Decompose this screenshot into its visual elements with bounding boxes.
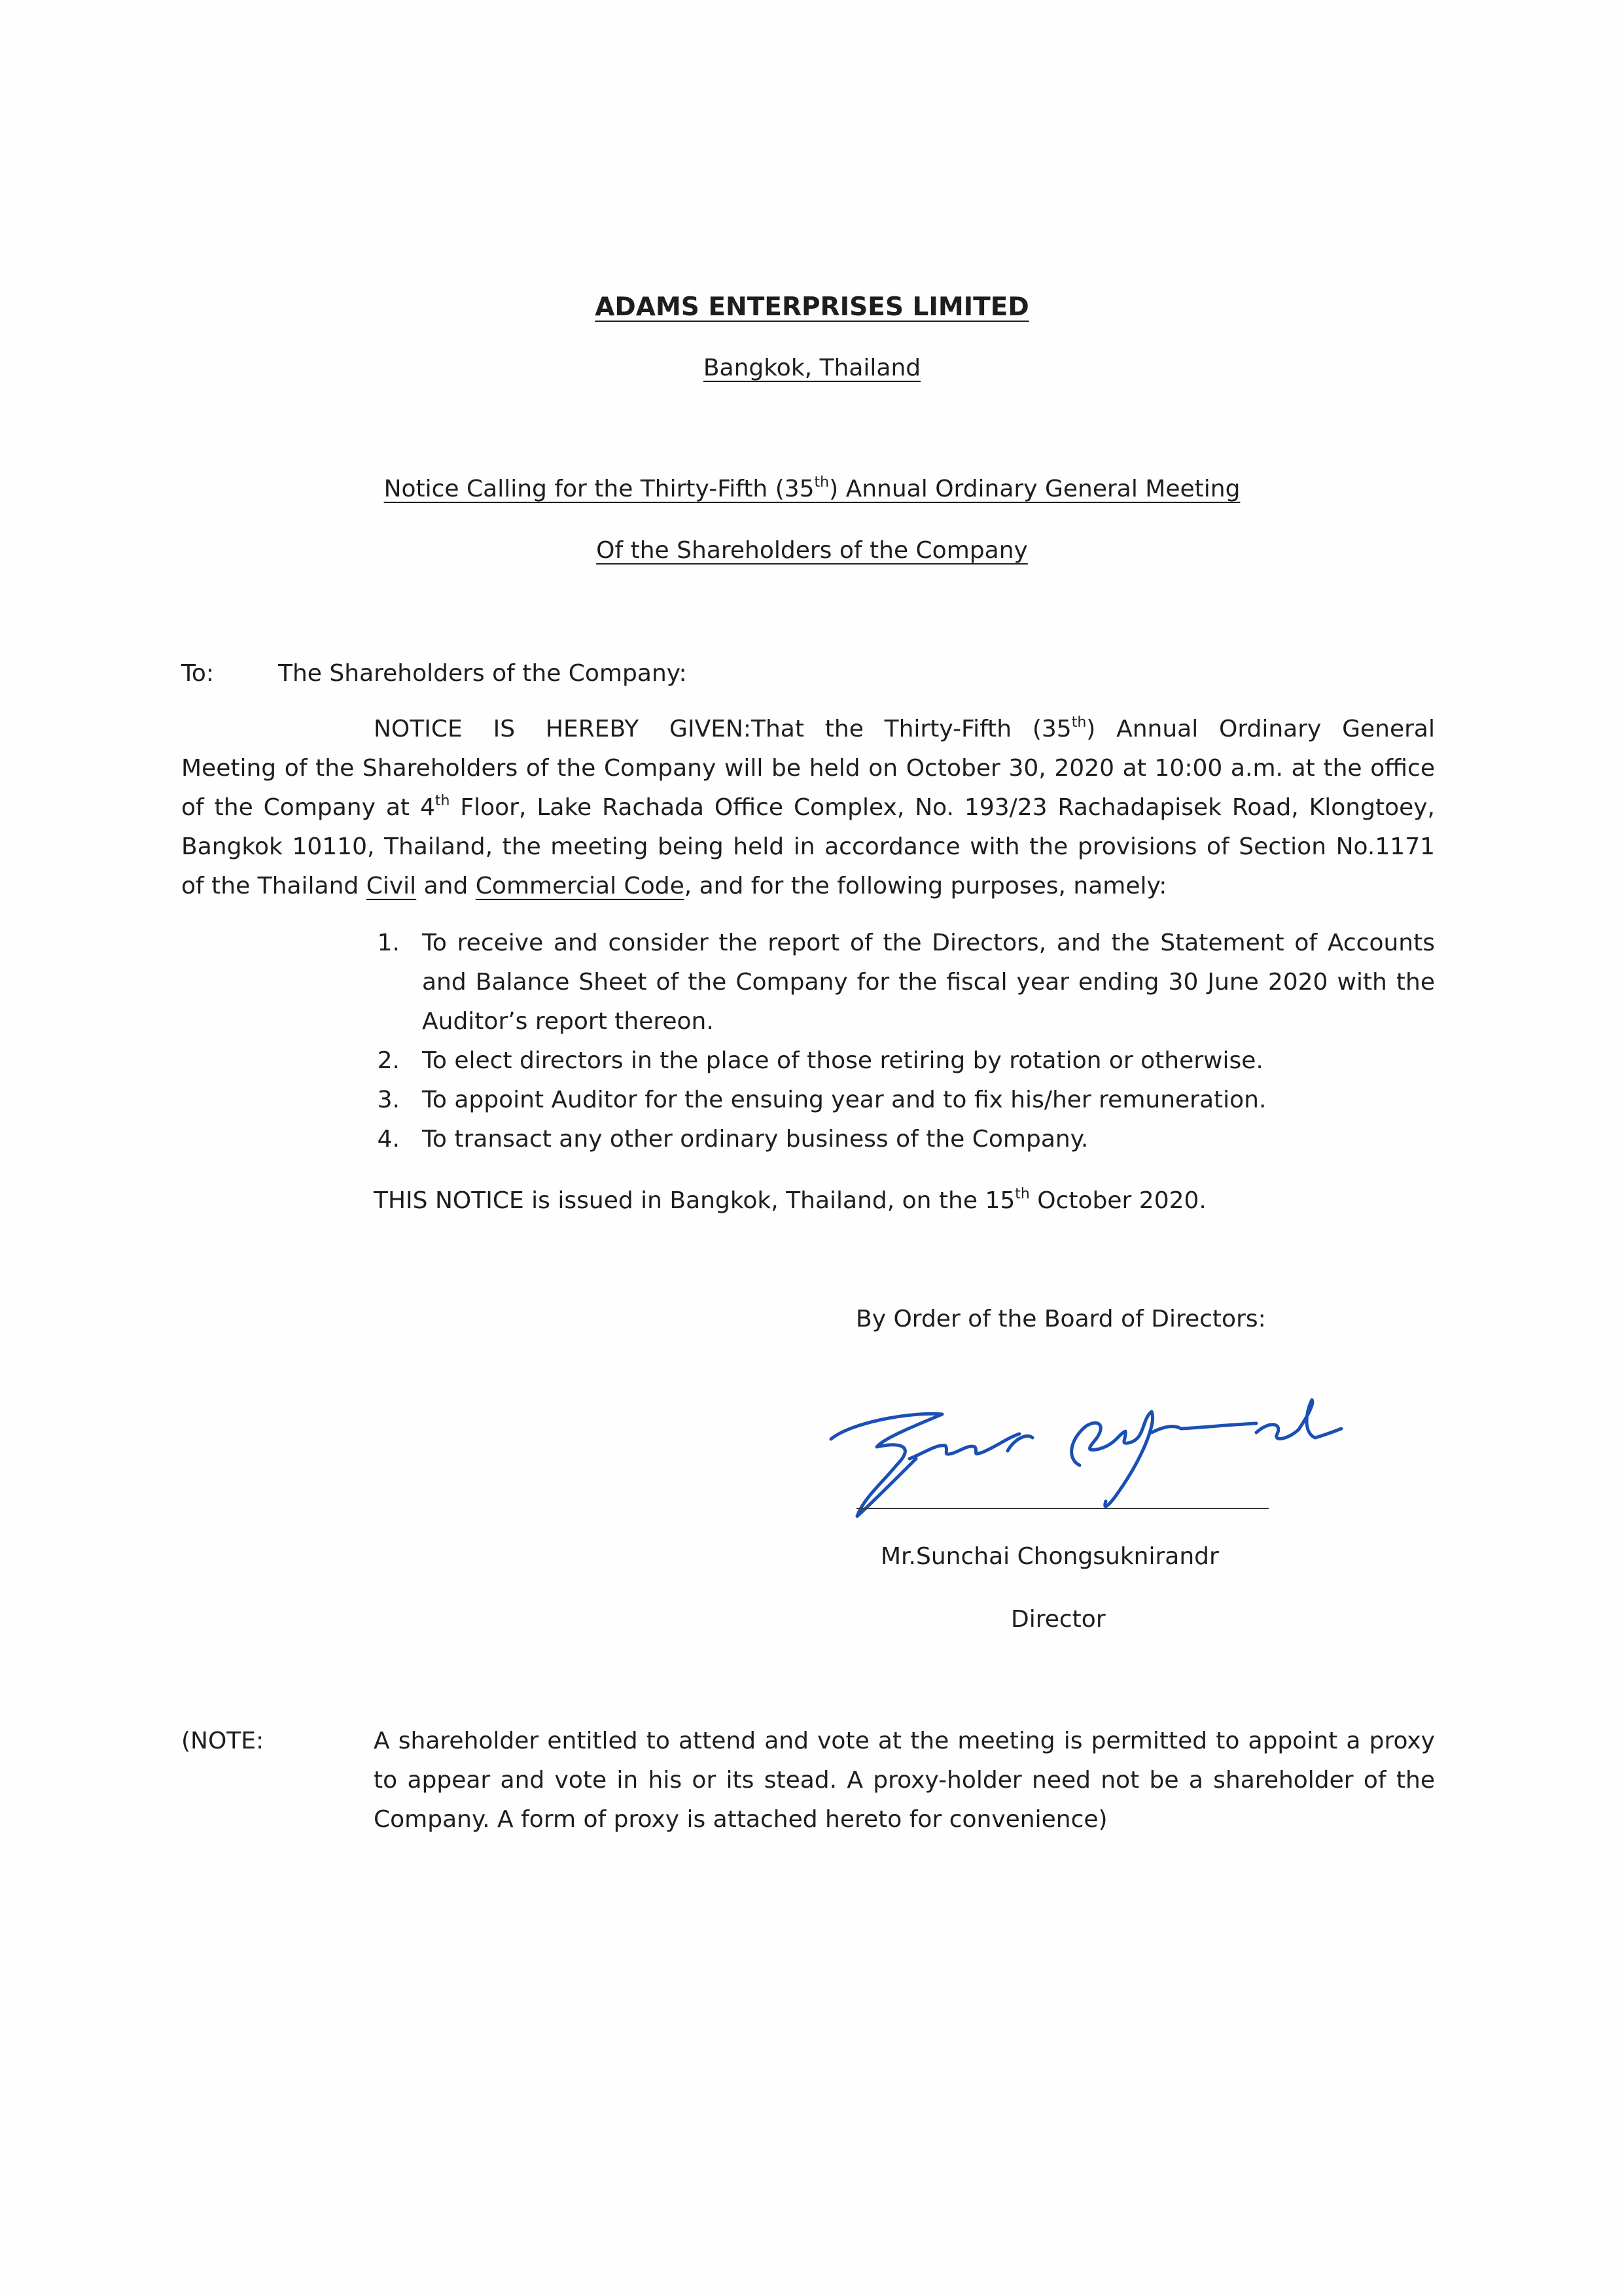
company-location-text: Bangkok, Thailand (703, 355, 921, 381)
company-name-text: ADAMS ENTERPRISES LIMITED (595, 292, 1029, 322)
company-name (0, 288, 1624, 327)
notice-ordinal-suffix-2: th (434, 793, 450, 809)
purpose-text: To receive and consider the report of the Directors, and the Statement of Accounts and Balance Sheet of the Company for the fiscal year ending 30 June 2020 with the Auditor’s report thereon. (422, 930, 1435, 1035)
by-order-line: By Order of the Board of Directors: (856, 1306, 1266, 1332)
notice-first-line (181, 710, 1435, 749)
purpose-number: 1. (377, 930, 400, 956)
purpose-text: To transact any other ordinary business of the Company. (422, 1126, 1089, 1153)
signatory-title: Director (1011, 1606, 1106, 1633)
notice-lead: NOTICE IS HEREBY GIVEN: (374, 716, 751, 742)
civil-link-text: Civil (366, 873, 417, 899)
handwritten-signature-icon (811, 1361, 1348, 1531)
note-text: A shareholder entitled to attend and vote at the meeting is permitted to appoint a proxy to appear and vote in his or its stead. A proxy-holder need not be a shareholder of the Company. A form of proxy is attached hereto for convenience) (374, 1728, 1435, 1833)
signatory-name: Mr.Sunchai Chongsuknirandr (881, 1543, 1219, 1570)
purpose-number: 4. (377, 1126, 400, 1153)
notice-title-line-2-text: Of the Shareholders of the Company (596, 537, 1028, 564)
notice-part-e: , and for the following purposes, namely: (684, 873, 1167, 899)
purpose-item (367, 924, 1435, 1041)
issued-part-a: THIS NOTICE is issued in Bangkok, Thailand, on the 15 (374, 1187, 1015, 1214)
notice-part-d: and (416, 873, 476, 899)
commercial-code-text: Commercial Code (475, 873, 684, 899)
purpose-item (367, 1041, 1435, 1081)
notice-title-line-2 (0, 531, 1624, 570)
notice-part-a: That the Thirty-Fifth (35 (751, 716, 1072, 742)
title-part-b: ) Annual Ordinary General Meeting (829, 476, 1241, 502)
issued-statement (374, 1181, 1207, 1221)
notice-ordinal-suffix-1: th (1071, 714, 1087, 731)
company-location (0, 349, 1624, 388)
signature-line (856, 1508, 1269, 1509)
purposes-list (367, 924, 1435, 1159)
note-label: (NOTE: (181, 1728, 264, 1754)
purpose-text: To elect directors in the place of those retiring by rotation or otherwise. (422, 1047, 1263, 1074)
title-part-a: Notice Calling for the Thirty-Fifth (35 (383, 476, 815, 502)
issued-ordinal-suffix: th (1015, 1186, 1030, 1202)
title-ordinal-suffix: th (814, 474, 830, 491)
notice-title-line-1-text (384, 476, 1241, 502)
notice-part-b-head: ) Annual Ordinary General (1086, 716, 1435, 742)
notice-title-line-1 (0, 470, 1624, 509)
addressee-value: The Shareholders of the Company: (278, 660, 687, 687)
purpose-item (367, 1120, 1435, 1159)
purpose-text: To appoint Auditor for the ensuing year and to fix his/her remuneration. (422, 1087, 1267, 1113)
purpose-number: 3. (377, 1087, 400, 1113)
purpose-item (367, 1081, 1435, 1120)
addressee-label: To: (181, 660, 215, 687)
purpose-number: 2. (377, 1047, 400, 1074)
notice-part-b: Meeting of the Shareholders of the Company will be held on October 30, 2020 at 10:00 a.m. at the office of the Company at 4 (181, 755, 1435, 821)
issued-part-b: October 2020. (1029, 1187, 1207, 1214)
notice-paragraph (181, 710, 1435, 906)
notice-part-c: Floor, Lake Rachada Office Complex, No. 193/23 Rachadapisek Road, Klongtoey, Bangkok 10110, Thailand, the meeting being held in accordance with the provisions of Section No.1171 of the Thailand (181, 794, 1435, 899)
